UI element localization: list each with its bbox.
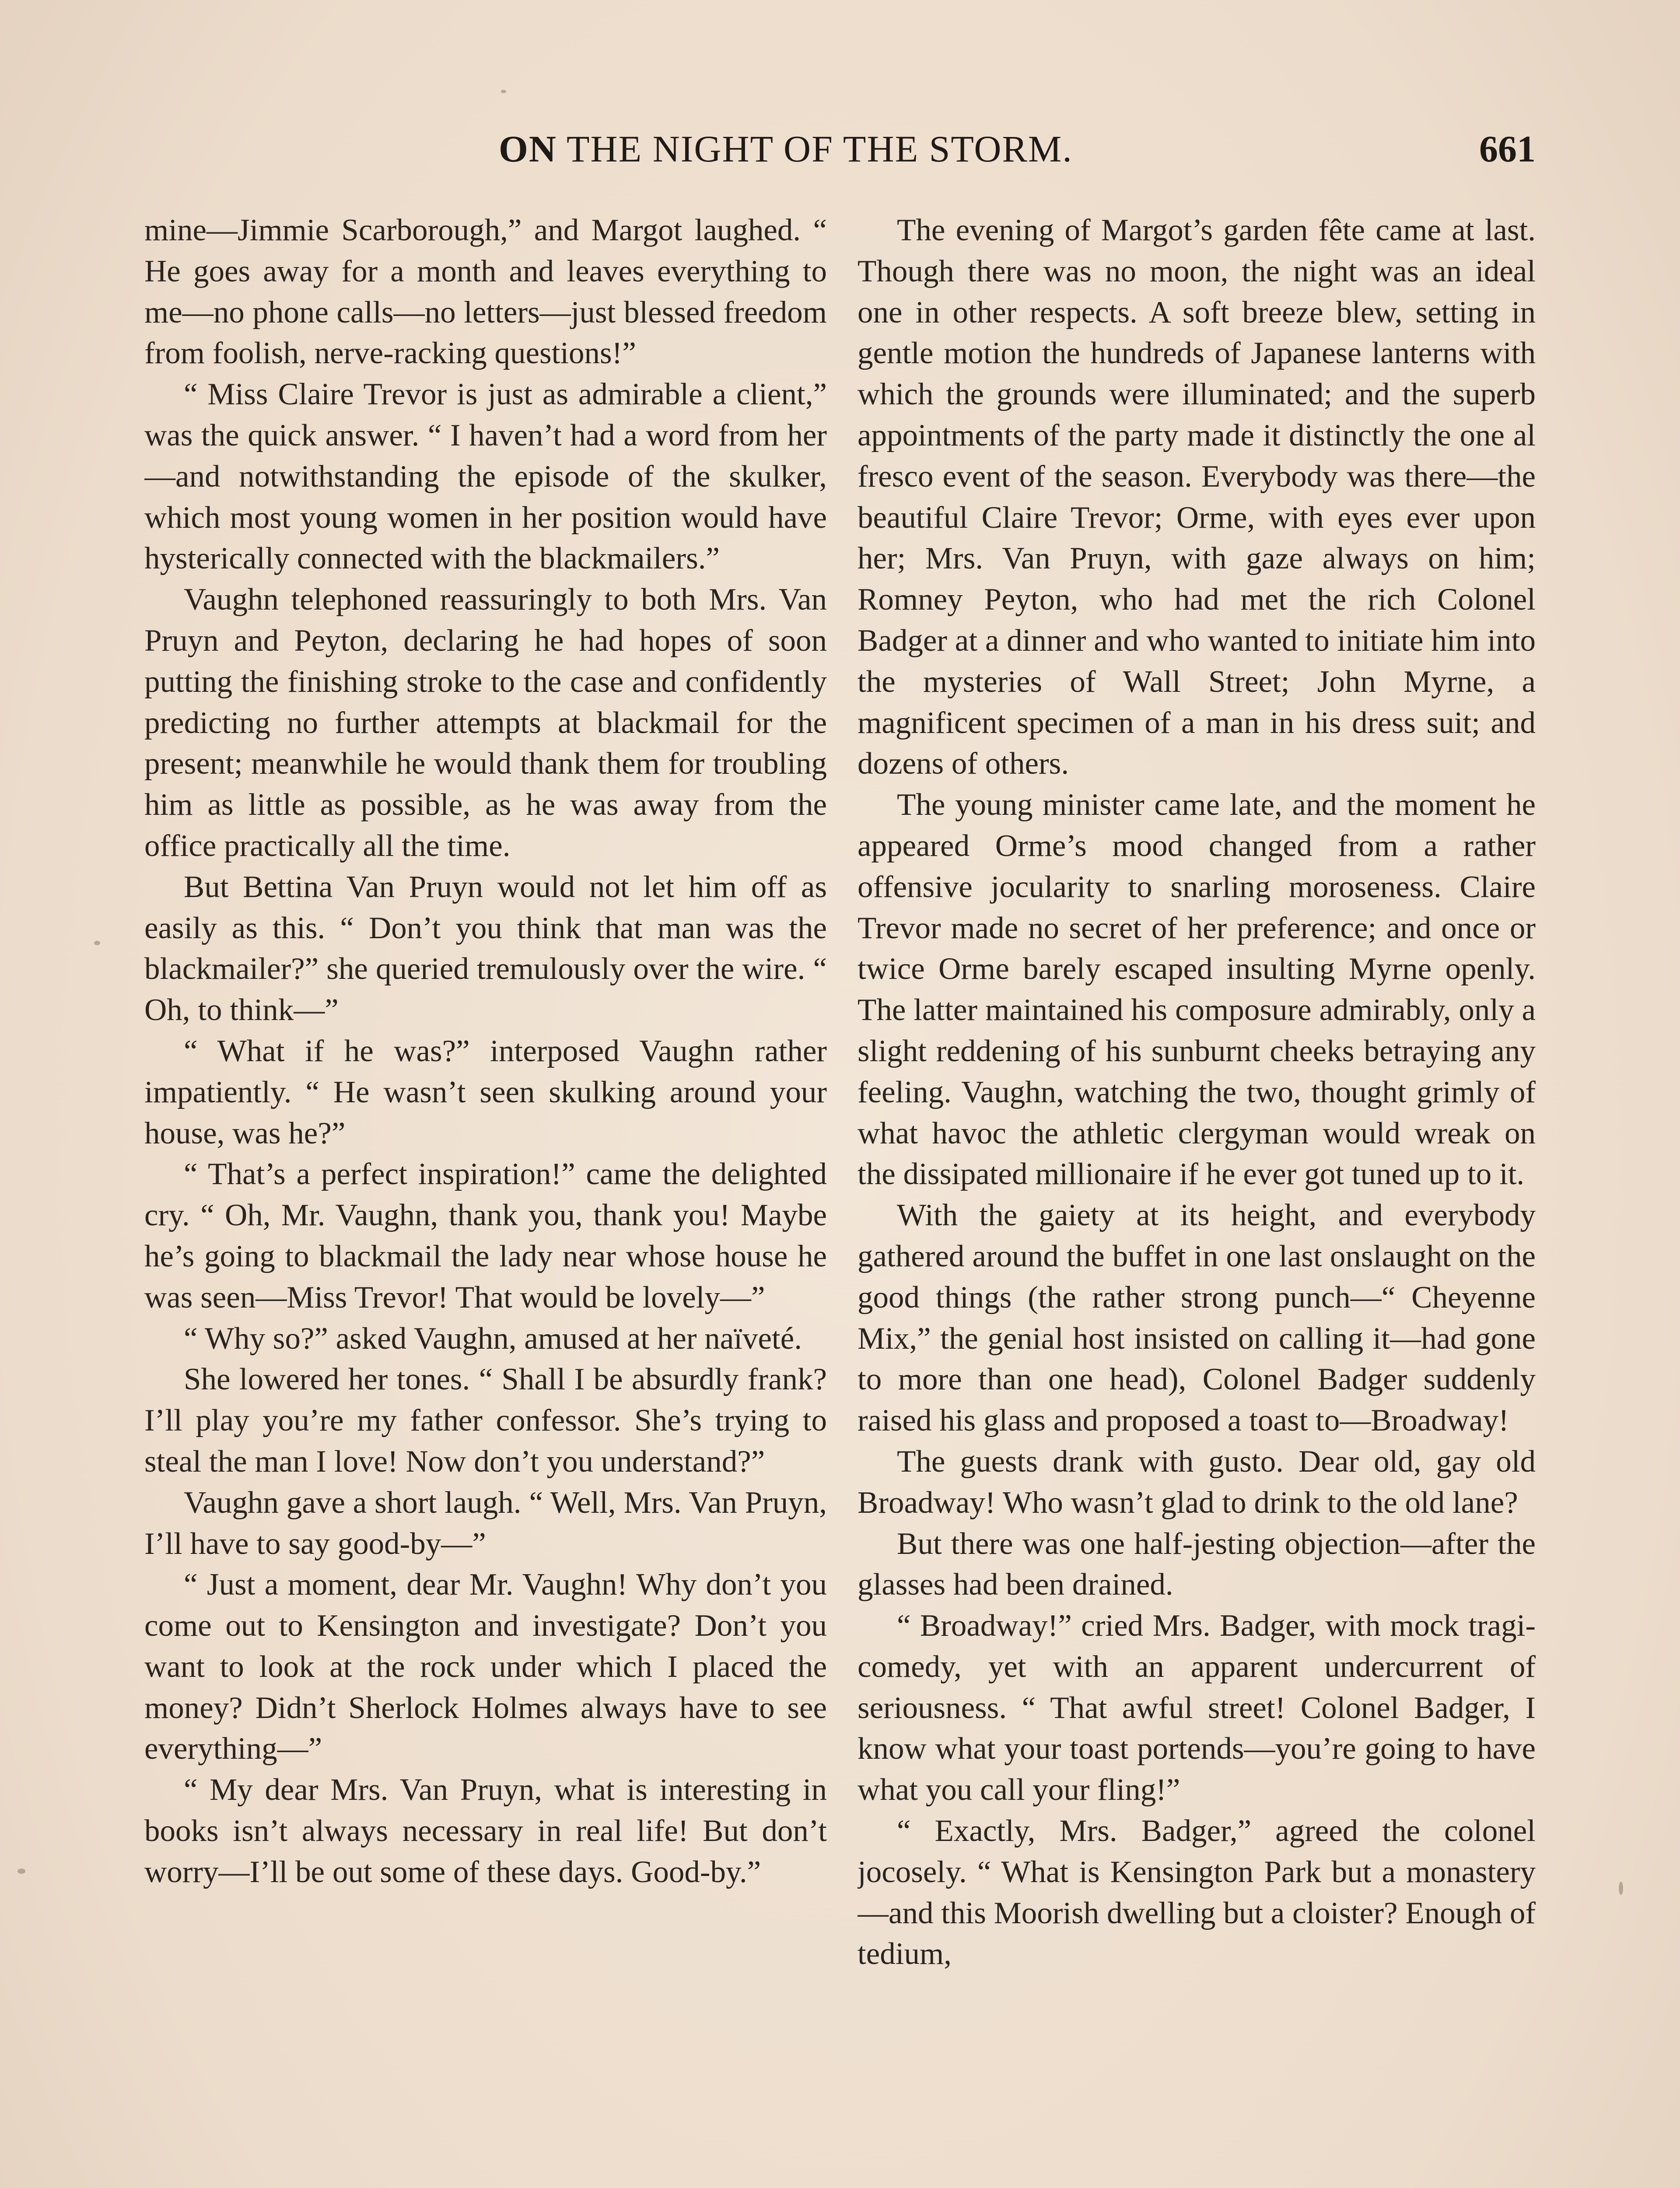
paper-speck: [18, 1869, 25, 1874]
paper-speck: [1619, 1882, 1623, 1895]
paragraph: The evening of Margot’s garden fête came at last. Though there was no moon, the night was an ideal one in other respects. A soft breeze blew, setting in gentle motion the hundreds of Japanese lanterns with which the grounds were illuminated; and the superb appointments of the party made it distinctly the one al fresco event of the season. Everybody was there—the beautiful Claire Trevor; Orme, with eyes ever upon her; Mrs. Van Pruyn, with gaze always on him; Romney Peyton, who had met the rich Colonel Badger at a dinner and who wanted to initiate him into the mysteries of Wall Street; John Myrne, a magnificent specimen of a man in his dress suit; and dozens of others.: [858, 213, 1536, 781]
paragraph: Vaughn gave a short laugh. “ Well, Mrs. Van Pruyn, I’ll have to say good-by—”: [144, 1485, 827, 1561]
paragraph: “ My dear Mrs. Van Pruyn, what is interesting in books isn’t always necessary in real life! But don’t worry—I’ll be out some of these days. Good-by.”: [144, 1773, 827, 1889]
running-title-rest: THE NIGHT OF THE STORM.: [557, 128, 1073, 170]
running-title-first-word: ON: [499, 128, 557, 170]
paragraph: “ Why so?” asked Vaughn, amused at her naïveté.: [184, 1321, 802, 1356]
page-header: [144, 127, 1536, 184]
paragraph: “ Exactly, Mrs. Badger,” agreed the colonel jocosely. “ What is Kensington Park but a monastery—and this Moorish dwelling but a cloister? Enough of tedium,: [858, 1814, 1536, 1971]
paragraph: But there was one half-jesting objection—after the glasses had been drained.: [858, 1526, 1536, 1602]
paper-speck: [94, 941, 100, 945]
paragraph: The young minister came late, and the moment he appeared Orme’s mood changed from a rather offensive jocularity to snarling moroseness. Claire Trevor made no secret of her preference; and once or twice Orme barely escaped insulting Myrne openly. The latter maintained his composure admirably, only a slight reddening of his sunburnt cheeks betraying any feeling. Vaughn, watching the two, thought grimly of what havoc the athletic clergyman would wreak on the dissipated millionaire if he ever got tuned up to it.: [858, 788, 1536, 1192]
right-text-column: [858, 210, 1536, 2188]
paragraph: The guests drank with gusto. Dear old, gay old Broadway! Who wasn’t glad to drink to the old lane?: [858, 1444, 1536, 1520]
paragraph: mine—Jimmie Scarborough,” and Margot laughed. “ He goes away for a month and leaves everything to me—no phone calls—no letters—just blessed freedom from foolish, nerve-racking questions!”: [144, 213, 827, 371]
paragraph: “ What if he was?” interposed Vaughn rather impatiently. “ He wasn’t seen skulking around your house, was he?”: [144, 1034, 827, 1150]
paragraph: “ That’s a perfect inspiration!” came the delighted cry. “ Oh, Mr. Vaughn, thank you, thank you! Maybe he’s going to blackmail the lady near whose house he was seen—Miss Trevor! That would be lovely—”: [144, 1157, 827, 1315]
paragraph: With the gaiety at its height, and everybody gathered around the buffet in one last onslaught on the good things (the rather strong punch—“ Cheyenne Mix,” the genial host insisted on calling it—had gone to more than one head), Colonel Badger suddenly raised his glass and proposed a toast to—Broadway!: [858, 1198, 1536, 1438]
paragraph: “ Broadway!” cried Mrs. Badger, with mock tragi-comedy, yet with an apparent undercurrent of seriousness. “ That awful street! Colonel Badger, I know what your toast portends—you’re going to have what you call your fling!”: [858, 1609, 1536, 1807]
paragraph: But Bettina Van Pruyn would not let him off as easily as this. “ Don’t you think that man was the blackmailer?” she queried tremulously over the wire. “ Oh, to think—”: [144, 870, 827, 1027]
page-number: 661: [1479, 128, 1536, 170]
paragraph: She lowered her tones. “ Shall I be absurdly frank? I’ll play you’re my father confessor. She’s trying to steal the man I love! Now don’t you understand?”: [144, 1362, 827, 1479]
left-text-column: [144, 210, 827, 2188]
paper-speck: [501, 90, 506, 93]
paragraph: Vaughn telephoned reassuringly to both Mrs. Van Pruyn and Peyton, declaring he had hopes of soon putting the finishing stroke to the case and confidently predicting no further attempts at blackmail for the present; meanwhile he would thank them for troubling him as little as possible, as he was away from the office practically all the time.: [144, 582, 827, 863]
paragraph: “ Miss Claire Trevor is just as admirable a client,” was the quick answer. “ I haven’t had a word from her—and notwithstanding the episode of the skulker, which most young women in her position would have hysterically connected with the blackmailers.”: [144, 377, 827, 576]
paragraph: “ Just a moment, dear Mr. Vaughn! Why don’t you come out to Kensington and investigate? Don’t you want to look at the rock under which I placed the money? Didn’t Sherlock Holmes always have to see everything—”: [144, 1567, 827, 1766]
running-title: [499, 127, 1073, 171]
